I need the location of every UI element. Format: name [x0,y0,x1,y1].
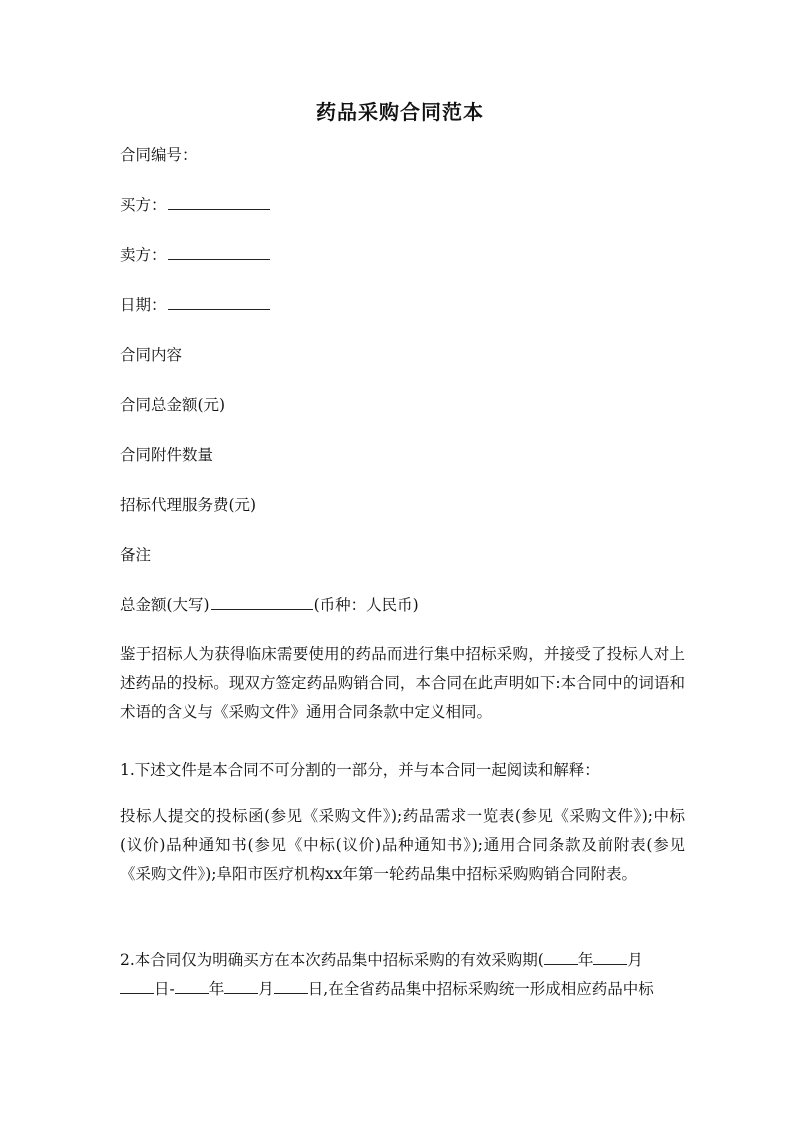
date-field: 日期： [120,294,271,316]
contract-number-field: 合同编号： [120,146,198,164]
clause-1-detail: 投标人提交的投标函(参见《采购文件》);药品需求一览表(参见《采购文件》);中标(议价)品种通知书(参见《中标(议价)品种通知书》);通用合同条款及前附表(参见《采购文件》);阜阳市医疗机构xx年第一轮药品集中招标采购购销合同附表。 [120,807,685,883]
seller-field: 卖方： [120,244,271,266]
amount-blank [211,595,313,610]
section-attachments: 合同附件数量 [120,446,214,464]
clause-1: 1.下述文件是本合同不可分割的一部分，并与本合同一起阅读和解释： [120,761,600,779]
seller-blank [168,245,270,260]
clause-2: 2.本合同仅为明确买方在本次药品集中招标采购的有效采购期( 年 月 日- 年 月 日,在全省药品集中招标采购统一形成相应药品中标 [120,951,654,998]
section-content: 合同内容 [120,346,183,364]
section-remarks: 备注 [120,546,152,564]
section-agency-fee: 招标代理服务费(元) [120,496,257,514]
buyer-blank [168,195,270,210]
total-amount-line: 总金额(大写) (币种：人民币) [120,596,419,614]
section-total-amount: 合同总金额(元) [120,396,226,414]
intro-paragraph: 鉴于招标人为获得临床需要使用的药品而进行集中招标采购，并接受了投标人对上述药品的投标。现双方签定药品购销合同，本合同在此声明如下:本合同中的词语和术语的含义与《采购文件》通用合同条款中定义相同。 [120,645,685,721]
document-title: 药品采购合同范本 [316,100,484,124]
buyer-field: 买方： [120,194,271,216]
date-blank [168,295,270,310]
